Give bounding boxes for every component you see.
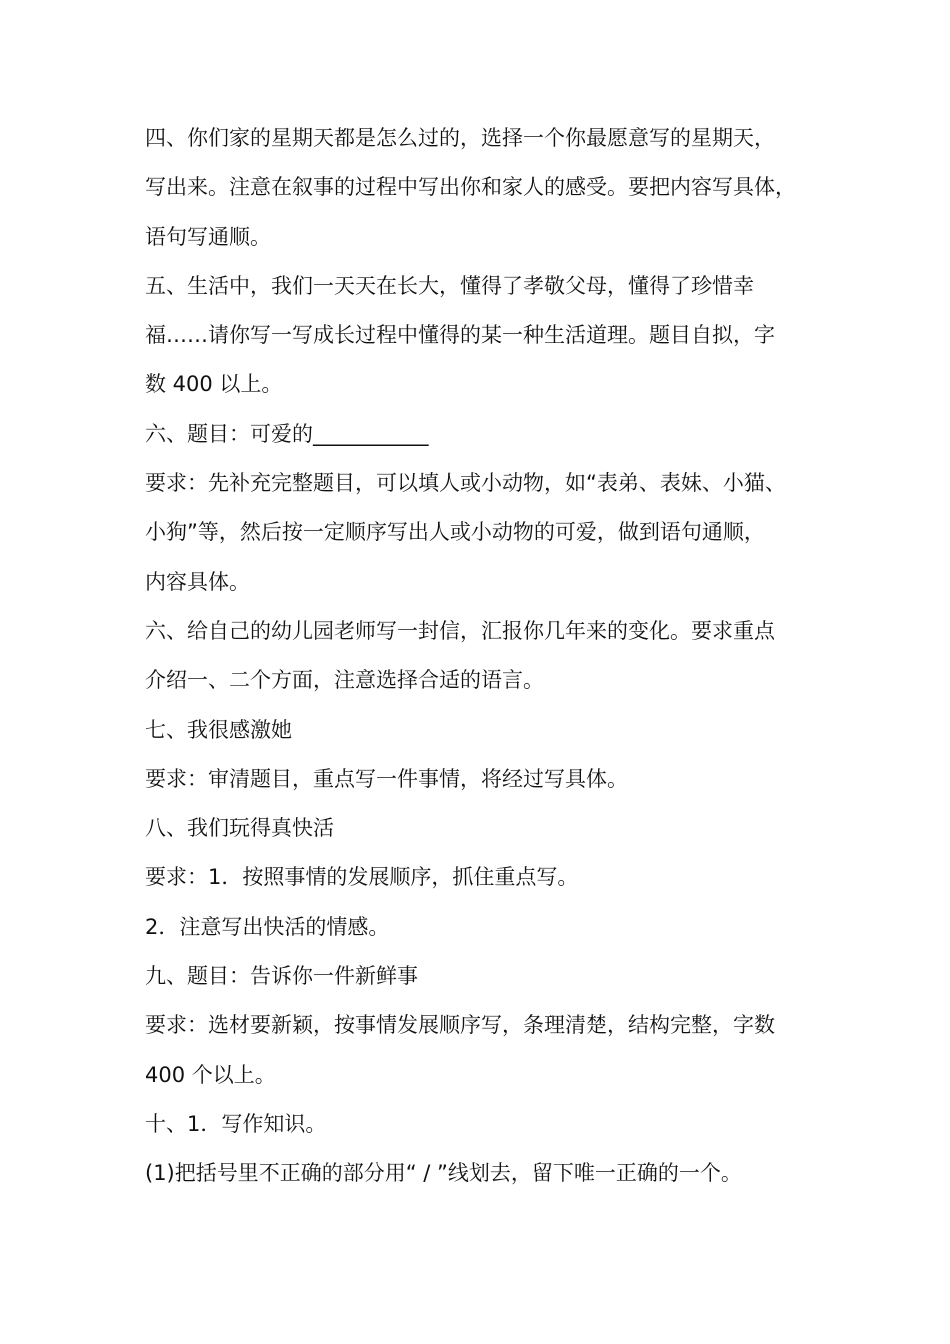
text-line: 小狗”等，然后按一定顺序写出人或小动物的可爱，做到语句通顺，	[145, 520, 765, 545]
text-line: 语句写通顺。	[145, 224, 271, 249]
text-line: 六、题目：可爱的___________	[145, 421, 429, 446]
text-line: 400 个以上。	[145, 1062, 276, 1087]
text-line: 五、生活中，我们一天天在长大，懂得了孝敬父母，懂得了珍惜幸	[145, 273, 754, 298]
text-line: 介绍一、二个方面，注意选择合适的语言。	[145, 668, 544, 693]
text-line: 2．注意写出快活的情感。	[145, 914, 390, 939]
text-line: 八、我们玩得真快活	[145, 816, 334, 841]
text-line: 内容具体。	[145, 569, 250, 594]
text-line: 九、题目：告诉你一件新鲜事	[145, 964, 418, 989]
text-line: 要求：1．按照事情的发展顺序，抓住重点写。	[145, 865, 579, 890]
text-line: 七、我很感激她	[145, 717, 292, 742]
text-line: 四、你们家的星期天都是怎么过的，选择一个你最愿意写的星期天，	[145, 126, 775, 150]
text-line: (1)把括号里不正确的部分用“ / ”线划去，留下唯一正确的一个。	[145, 1161, 742, 1186]
text-line: 要求：先补充完整题目，可以填人或小动物，如“表弟、表妹、小猫、	[145, 471, 786, 496]
document-body	[145, 114, 815, 1199]
text-line: 要求：选材要新颖，按事情发展顺序写，条理清楚，结构完整，字数	[145, 1013, 775, 1038]
text-line: 十、1．写作知识。	[145, 1111, 327, 1136]
text-line: 数 400 以上。	[145, 372, 283, 397]
text-line: 福……请你写一写成长过程中懂得的某一种生活道理。题目自拟，字	[145, 323, 775, 348]
text-line: 六、给自己的幼儿园老师写一封信，汇报你几年来的变化。要求重点	[145, 618, 775, 643]
text-line: 要求：审清题目，重点写一件事情，将经过写具体。	[145, 766, 628, 791]
text-line: 写出来。注意在叙事的过程中写出你和家人的感受。要把内容写具体，	[145, 175, 796, 200]
